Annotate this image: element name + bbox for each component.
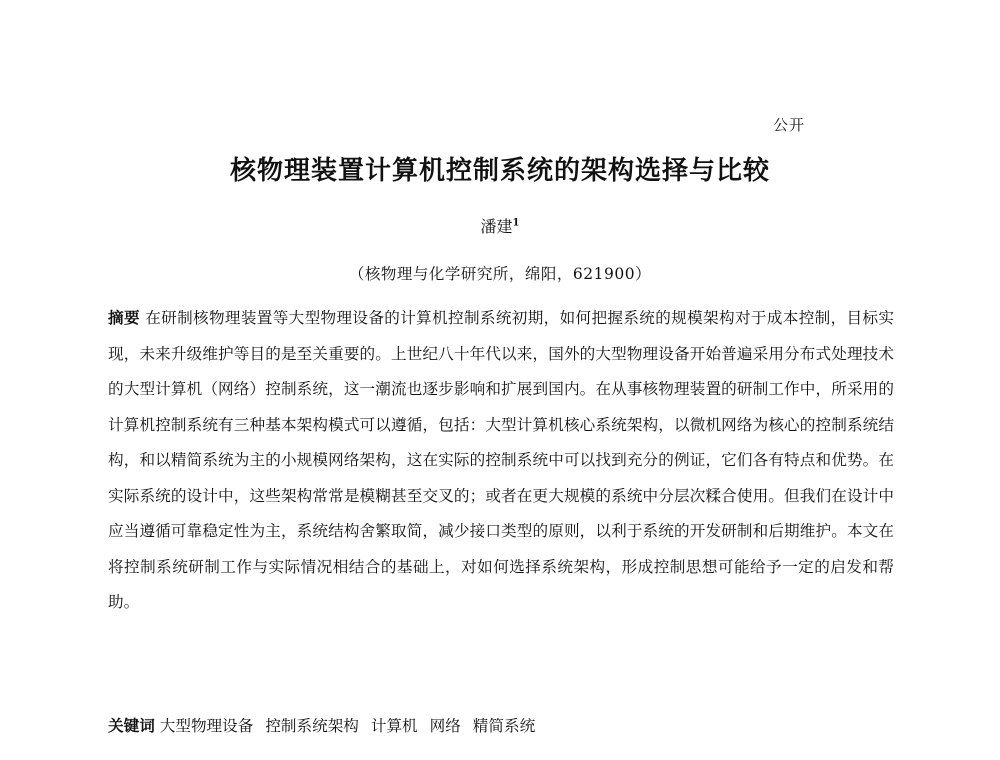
keywords-label: 关键词 <box>108 716 155 735</box>
keyword: 计算机 <box>370 717 418 735</box>
affiliation-mark: 1 <box>512 217 520 229</box>
affiliation: （核物理与化学研究所，绵阳，621900） <box>348 265 652 283</box>
abstract <box>108 300 894 621</box>
keyword: 大型物理设备 <box>159 717 254 735</box>
abstract-label: 摘要 <box>108 308 140 327</box>
keyword: 控制系统架构 <box>265 717 359 735</box>
classification-label: 公开 <box>773 116 806 134</box>
keyword: 网络 <box>429 717 461 735</box>
keyword: 精简系统 <box>472 717 536 735</box>
abstract-text: 在研制核物理装置等大型物理设备的计算机控制系统初期，如何把握系统的规模架构对于成本控制，目标实现，未来升级维护等目的是至关重要的。上世纪八十年代以来，国外的大型物理设备开始普遍采用分布式处理技术的大型计算机（网络）控制系统，这一潮流也逐步影响和扩展到国内。在从事核物理装置的研制工作中，所采用的计算机控制系统有三种基本架构模式可以遵循，包括：大型计算机核心系统架构，以微机网络为核心的控制系统结构，和以精简系统为主的小规模网络架构，这在实际的控制系统中可以找到充分的例证，它们各有特点和优势。在实际系统的设计中，这些架构常常是模糊甚至交叉的；或者在更大规模的系统中分层次糅合使用。但我们在设计中应当遵循可靠稳定性为主，系统结构舍繁取简，减少接口类型的原则，以利于系统的开发研制和后期维护。本文在将控制系统研制工作与实际情况相结合的基础上，对如何选择系统架构，形成控制思想可能给予一定的启发和帮助。 <box>108 309 894 611</box>
author-line <box>0 214 1000 237</box>
author-name: 潘建 <box>480 217 513 236</box>
keywords <box>108 714 894 738</box>
paper-title: 核物理装置计算机控制系统的架构选择与比较 <box>229 156 770 186</box>
